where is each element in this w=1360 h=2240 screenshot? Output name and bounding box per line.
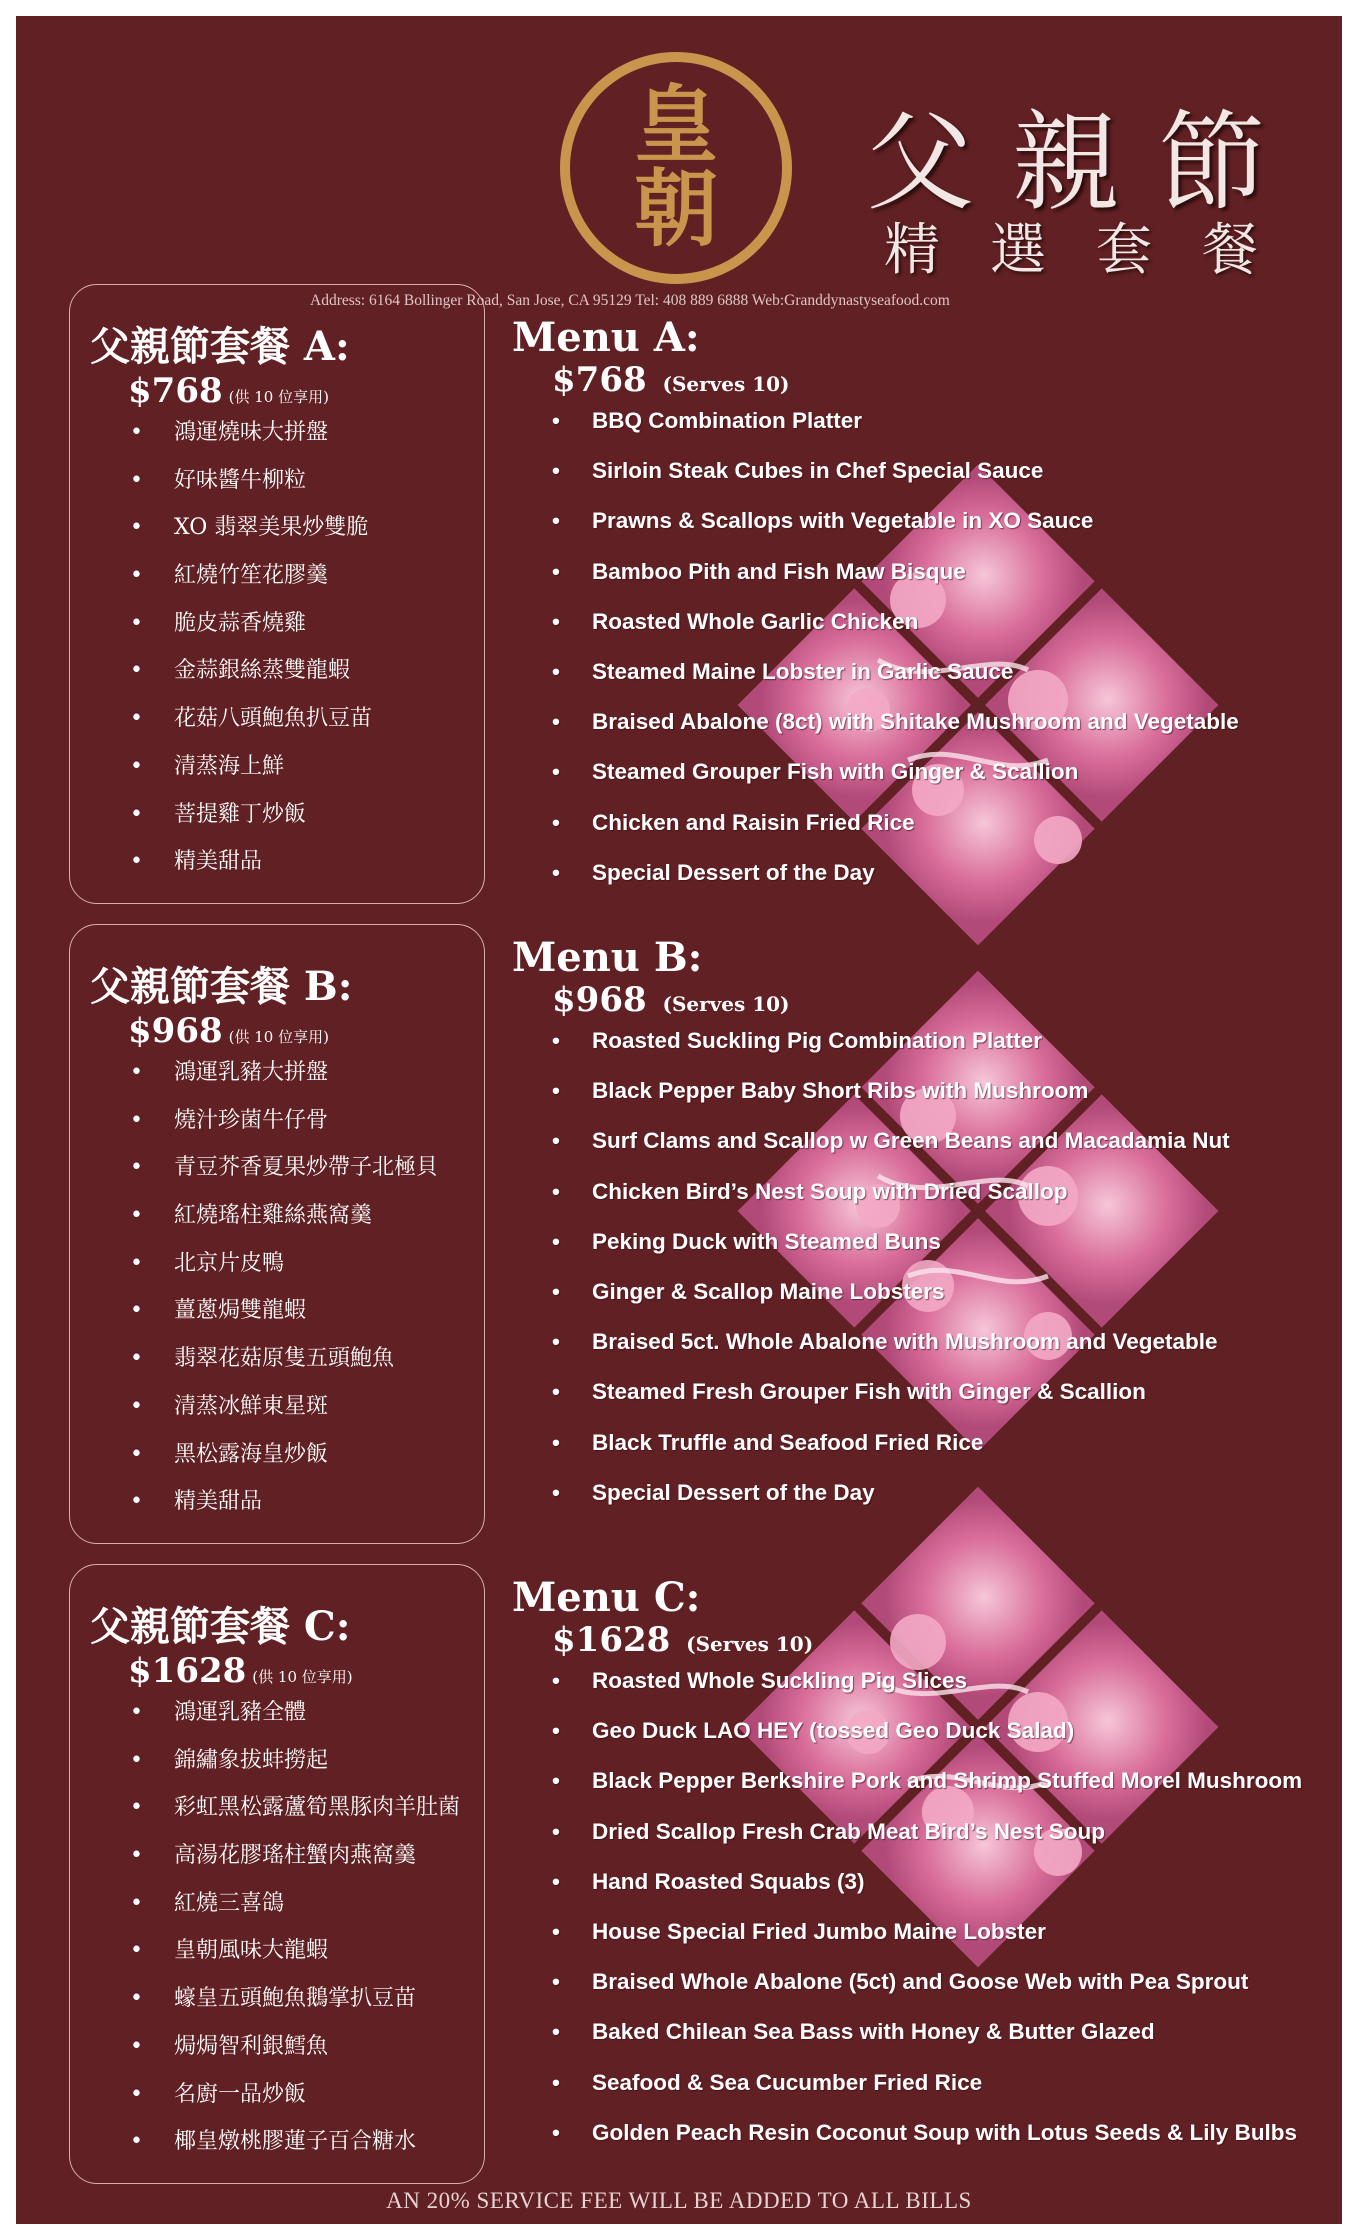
page-title: 父親節 [866,101,1305,226]
list-item: • Black Pepper Berkshire Pork and Shrimp Stuffed Morel Mushroom [552,1756,1342,1806]
chinese-menu-items [128,1049,468,1526]
list-item: • 皇朝風味大龍蝦 [128,1927,468,1975]
list-item: • 黑松露海皇炒飯 [128,1431,468,1479]
list-item: • 鴻運乳豬大拼盤 [128,1049,468,1097]
english-menu-title: Menu B: [512,934,703,981]
list-item: • 燒汁珍菌牛仔骨 [128,1097,468,1145]
list-item: • Steamed Maine Lobster in Garlic Sauce [552,647,1342,697]
english-menu-c [512,1574,1342,2174]
restaurant-logo-seal [560,52,792,284]
list-item: • Steamed Grouper Fish with Ginger & Scallion [552,747,1342,797]
english-menu-price: $968 (Serves 10) [552,980,790,1020]
english-menu-title: Menu C: [512,1574,701,1621]
list-item: • Hand Roasted Squabs (3) [552,1857,1342,1907]
list-item: • Ginger & Scallop Maine Lobsters [552,1267,1342,1317]
chinese-menu-title: 父親節套餐 B: [90,963,353,1010]
page-subtitle: 精選套餐 [884,218,1308,283]
list-item: • Peking Duck with Steamed Buns [552,1217,1342,1267]
list-item: • 脆皮蒜香燒雞 [128,600,468,648]
chinese-menu-title: 父親節套餐 C: [90,1603,351,1650]
list-item: • XO 翡翠美果炒雙脆 [128,504,468,552]
service-fee-notice: AN 20% SERVICE FEE WILL BE ADDED TO ALL BILLS [386,2188,972,2213]
list-item: • Bamboo Pith and Fish Maw Bisque [552,547,1342,597]
list-item: • 清蒸海上鮮 [128,743,468,791]
list-item: • 清蒸冰鮮東星斑 [128,1383,468,1431]
chinese-menu-price: $768 (供 10 位享用) [128,371,329,411]
list-item: • Golden Peach Resin Coconut Soup with Lotus Seeds & Lily Bulbs [552,2108,1342,2158]
list-item: • Chicken Bird’s Nest Soup with Dried Scallop [552,1167,1342,1217]
chinese-menu-title: 父親節套餐 A: [90,323,350,370]
list-item: • House Special Fried Jumbo Maine Lobster [552,1907,1342,1957]
chinese-menu-panel-a [69,284,485,904]
list-item: • 翡翠花菇原隻五頭鮑魚 [128,1335,468,1383]
list-item: • Braised Abalone (8ct) with Shitake Mushroom and Vegetable [552,697,1342,747]
english-menu-a [512,314,1342,914]
list-item: • Surf Clams and Scallop w Green Beans and Macadamia Nut [552,1116,1342,1166]
list-item: • 好味醬牛柳粒 [128,457,468,505]
list-item: • 鴻運燒味大拼盤 [128,409,468,457]
list-item: • 精美甜品 [128,1478,468,1526]
list-item: • Braised 5ct. Whole Abalone with Mushroom and Vegetable [552,1317,1342,1367]
chinese-menu-price: $1628 (供 10 位享用) [128,1651,353,1691]
list-item: • BBQ Combination Platter [552,396,1342,446]
list-item: • Sirloin Steak Cubes in Chef Special Sauce [552,446,1342,496]
list-item: • 紅燒三喜鴿 [128,1880,468,1928]
list-item: • 北京片皮鴨 [128,1240,468,1288]
list-item: • 薑蔥焗雙龍蝦 [128,1287,468,1335]
list-item: • 青豆芥香夏果炒帶子北極貝 [128,1144,468,1192]
list-item: • Special Dessert of the Day [552,848,1342,898]
list-item: • 蠔皇五頭鮑魚鵝掌扒豆苗 [128,1975,468,2023]
english-menu-price: $768 (Serves 10) [552,360,790,400]
english-menu-items [552,1016,1342,1518]
chinese-menu-items [128,409,468,886]
logo-text: 皇朝 [633,75,718,258]
english-menu-title: Menu A: [512,314,700,361]
chinese-menu-items [128,1689,468,2166]
list-item: • Prawns & Scallops with Vegetable in XO Sauce [552,496,1342,546]
list-item: • Baked Chilean Sea Bass with Honey & Butter Glazed [552,2007,1342,2057]
list-item: • Steamed Fresh Grouper Fish with Ginger & Scallion [552,1367,1342,1417]
english-menu-items [552,1656,1342,2158]
list-item: • Roasted Whole Garlic Chicken [552,597,1342,647]
chinese-menu-panel-b [69,924,485,1544]
list-item: • 椰皇燉桃膠蓮子百合糖水 [128,2118,468,2166]
chinese-menu-price: $968 (供 10 位享用) [128,1011,329,1051]
list-item: • Geo Duck LAO HEY (tossed Geo Duck Salad) [552,1706,1342,1756]
list-item: • 花菇八頭鮑魚扒豆苗 [128,695,468,743]
restaurant-address: Address: 6164 Bollinger Road, San Jose, CA 95129 Tel: 408 889 6888 Web:Granddynastyseafood.com [310,292,950,309]
english-menu-items [552,396,1342,898]
list-item: • Seafood & Sea Cucumber Fried Rice [552,2058,1342,2108]
list-item: • 紅燒竹笙花膠羹 [128,552,468,600]
list-item: • Special Dessert of the Day [552,1468,1342,1518]
chinese-menu-panel-c [69,1564,485,2184]
list-item: • 金蒜銀絲蒸雙龍蝦 [128,647,468,695]
list-item: • 精美甜品 [128,838,468,886]
list-item: • Chicken and Raisin Fried Rice [552,798,1342,848]
list-item: • Black Truffle and Seafood Fried Rice [552,1418,1342,1468]
list-item: • Braised Whole Abalone (5ct) and Goose Web with Pea Sprout [552,1957,1342,2007]
list-item: • 彩虹黑松露蘆筍黑豚肉羊肚菌 [128,1784,468,1832]
english-menu-price: $1628 (Serves 10) [552,1620,814,1660]
list-item: • 名廚一品炒飯 [128,2071,468,2119]
list-item: • 錦繡象拔蚌撈起 [128,1737,468,1785]
list-item: • Black Pepper Baby Short Ribs with Mushroom [552,1066,1342,1116]
list-item: • 鴻運乳豬全體 [128,1689,468,1737]
list-item: • 紅燒瑤柱雞絲燕窩羹 [128,1192,468,1240]
list-item: • 焗焗智利銀鱈魚 [128,2023,468,2071]
english-menu-b [512,934,1342,1534]
list-item: • Roasted Suckling Pig Combination Platter [552,1016,1342,1066]
list-item: • 高湯花膠瑤柱蟹肉燕窩羹 [128,1832,468,1880]
list-item: • 菩提雞丁炒飯 [128,791,468,839]
menu-page [16,16,1342,2224]
list-item: • Dried Scallop Fresh Crab Meat Bird’s Nest Soup [552,1807,1342,1857]
list-item: • Roasted Whole Suckling Pig Slices [552,1656,1342,1706]
